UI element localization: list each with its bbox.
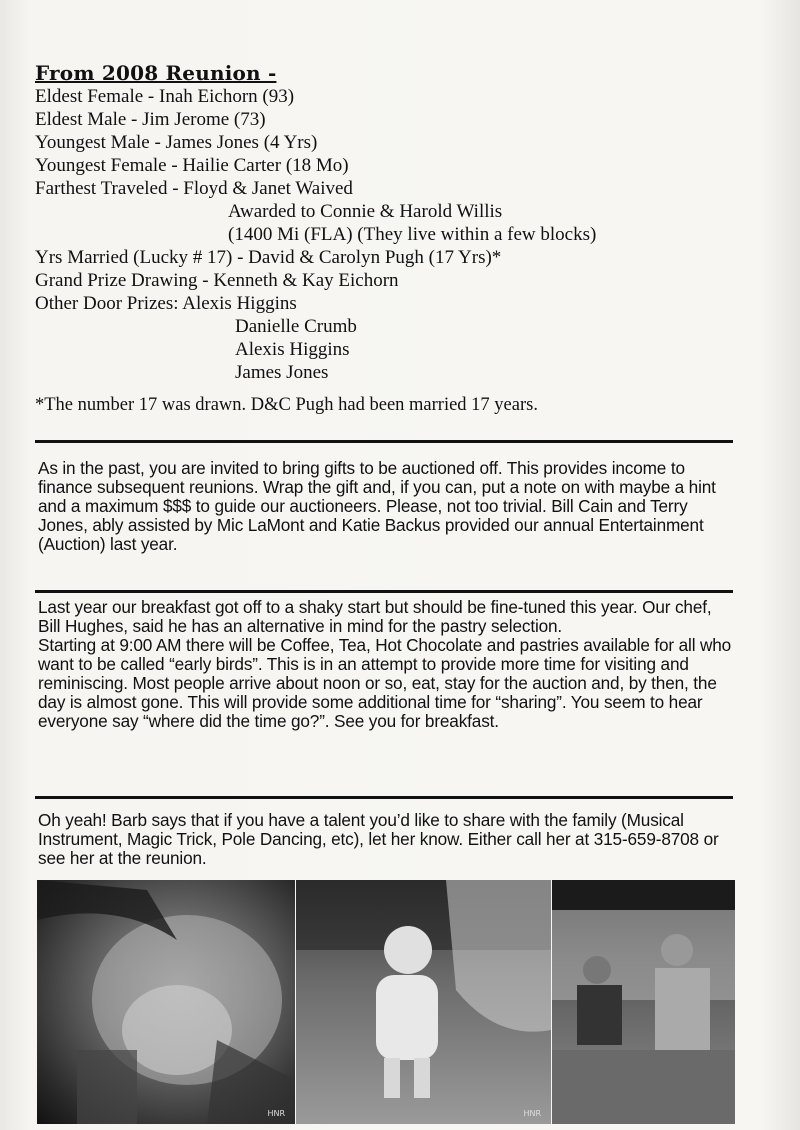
photo-caption: HNR	[267, 1109, 285, 1118]
sleeping-baby-photo	[37, 880, 295, 1124]
section-divider	[35, 440, 733, 443]
reunion-line: Other Door Prizes: Alexis Higgins	[35, 293, 297, 314]
reunion-line: Yrs Married (Lucky # 17) - David & Carolyn Pugh (17 Yrs)*	[35, 247, 502, 268]
auction-paragraph	[38, 459, 734, 554]
door-prize-name: Alexis Higgins	[235, 339, 350, 360]
reunion-line-continued: Awarded to Connie & Harold Willis	[228, 201, 503, 222]
reunion-line: Youngest Female - Hailie Carter (18 Mo)	[35, 155, 349, 176]
reunion-line: Grand Prize Drawing - Kenneth & Kay Eichorn	[35, 270, 399, 291]
breakfast-paragraph	[38, 598, 734, 731]
breakfast-text-1: Last year our breakfast got off to a shaky start but should be fine-tuned this year. Our chef, Bill Hughes, said he has an alternative in mind for the pastry selection.	[38, 597, 712, 636]
talent-paragraph	[38, 811, 734, 868]
talent-text: Oh yeah! Barb says that if you have a talent you’d like to share with the family (Musical Instrument, Magic Trick, Pole Dancing, etc), let her know. Either call her at 315-659-8708 or see her at the reunion.	[38, 810, 719, 868]
reunion-footnote: *The number 17 was drawn. D&C Pugh had been married 17 years.	[35, 395, 538, 415]
reunion-heading: From 2008 Reunion -	[35, 61, 277, 85]
section-divider	[35, 590, 733, 593]
reunion-line: Eldest Male - Jim Jerome (73)	[35, 109, 266, 130]
pavilion-people-illustration	[552, 880, 735, 1124]
photo-strip	[37, 880, 735, 1124]
reunion-line: Eldest Female - Inah Eichorn (93)	[35, 86, 295, 107]
reunion-results-section	[35, 62, 735, 417]
reunion-line: Farthest Traveled - Floyd & Janet Waived	[35, 178, 353, 199]
door-prize-name: Danielle Crumb	[235, 316, 357, 337]
toddler-walking-photo	[296, 880, 551, 1124]
toddler-walking-illustration	[296, 880, 551, 1124]
reunion-line-continued: (1400 Mi (FLA) (They live within a few blocks)	[228, 224, 597, 245]
reunion-line: Youngest Male - James Jones (4 Yrs)	[35, 132, 318, 153]
section-divider	[35, 796, 733, 799]
breakfast-text-2: Starting at 9:00 AM there will be Coffee, Tea, Hot Chocolate and pastries available for all who want to be called “early birds”. This is in an attempt to provide more time for visiting and reminiscing. Most people arrive about noon or so, eat, stay for the auction and, by then, the day is almost gone. This will provide some additional time for “sharing”. You seem to hear everyone say “where did the time go?”. See you for breakfast.	[38, 635, 732, 731]
auction-text: As in the past, you are invited to bring gifts to be auctioned off. This provides income to finance subsequent reunions. Wrap the gift and, if you can, put a note on with maybe a hint and a maximum $$$ to guide our auctioneers. Please, not too trivial. Bill Cain and Terry Jones, ably assisted by Mic LaMont and Katie Backus provided our annual Entertainment (Auction) last year.	[38, 458, 716, 554]
sleeping-baby-illustration	[37, 880, 295, 1124]
pavilion-people-photo	[552, 880, 735, 1124]
door-prize-name: James Jones	[235, 362, 329, 383]
photo-caption: HNR	[523, 1109, 541, 1118]
